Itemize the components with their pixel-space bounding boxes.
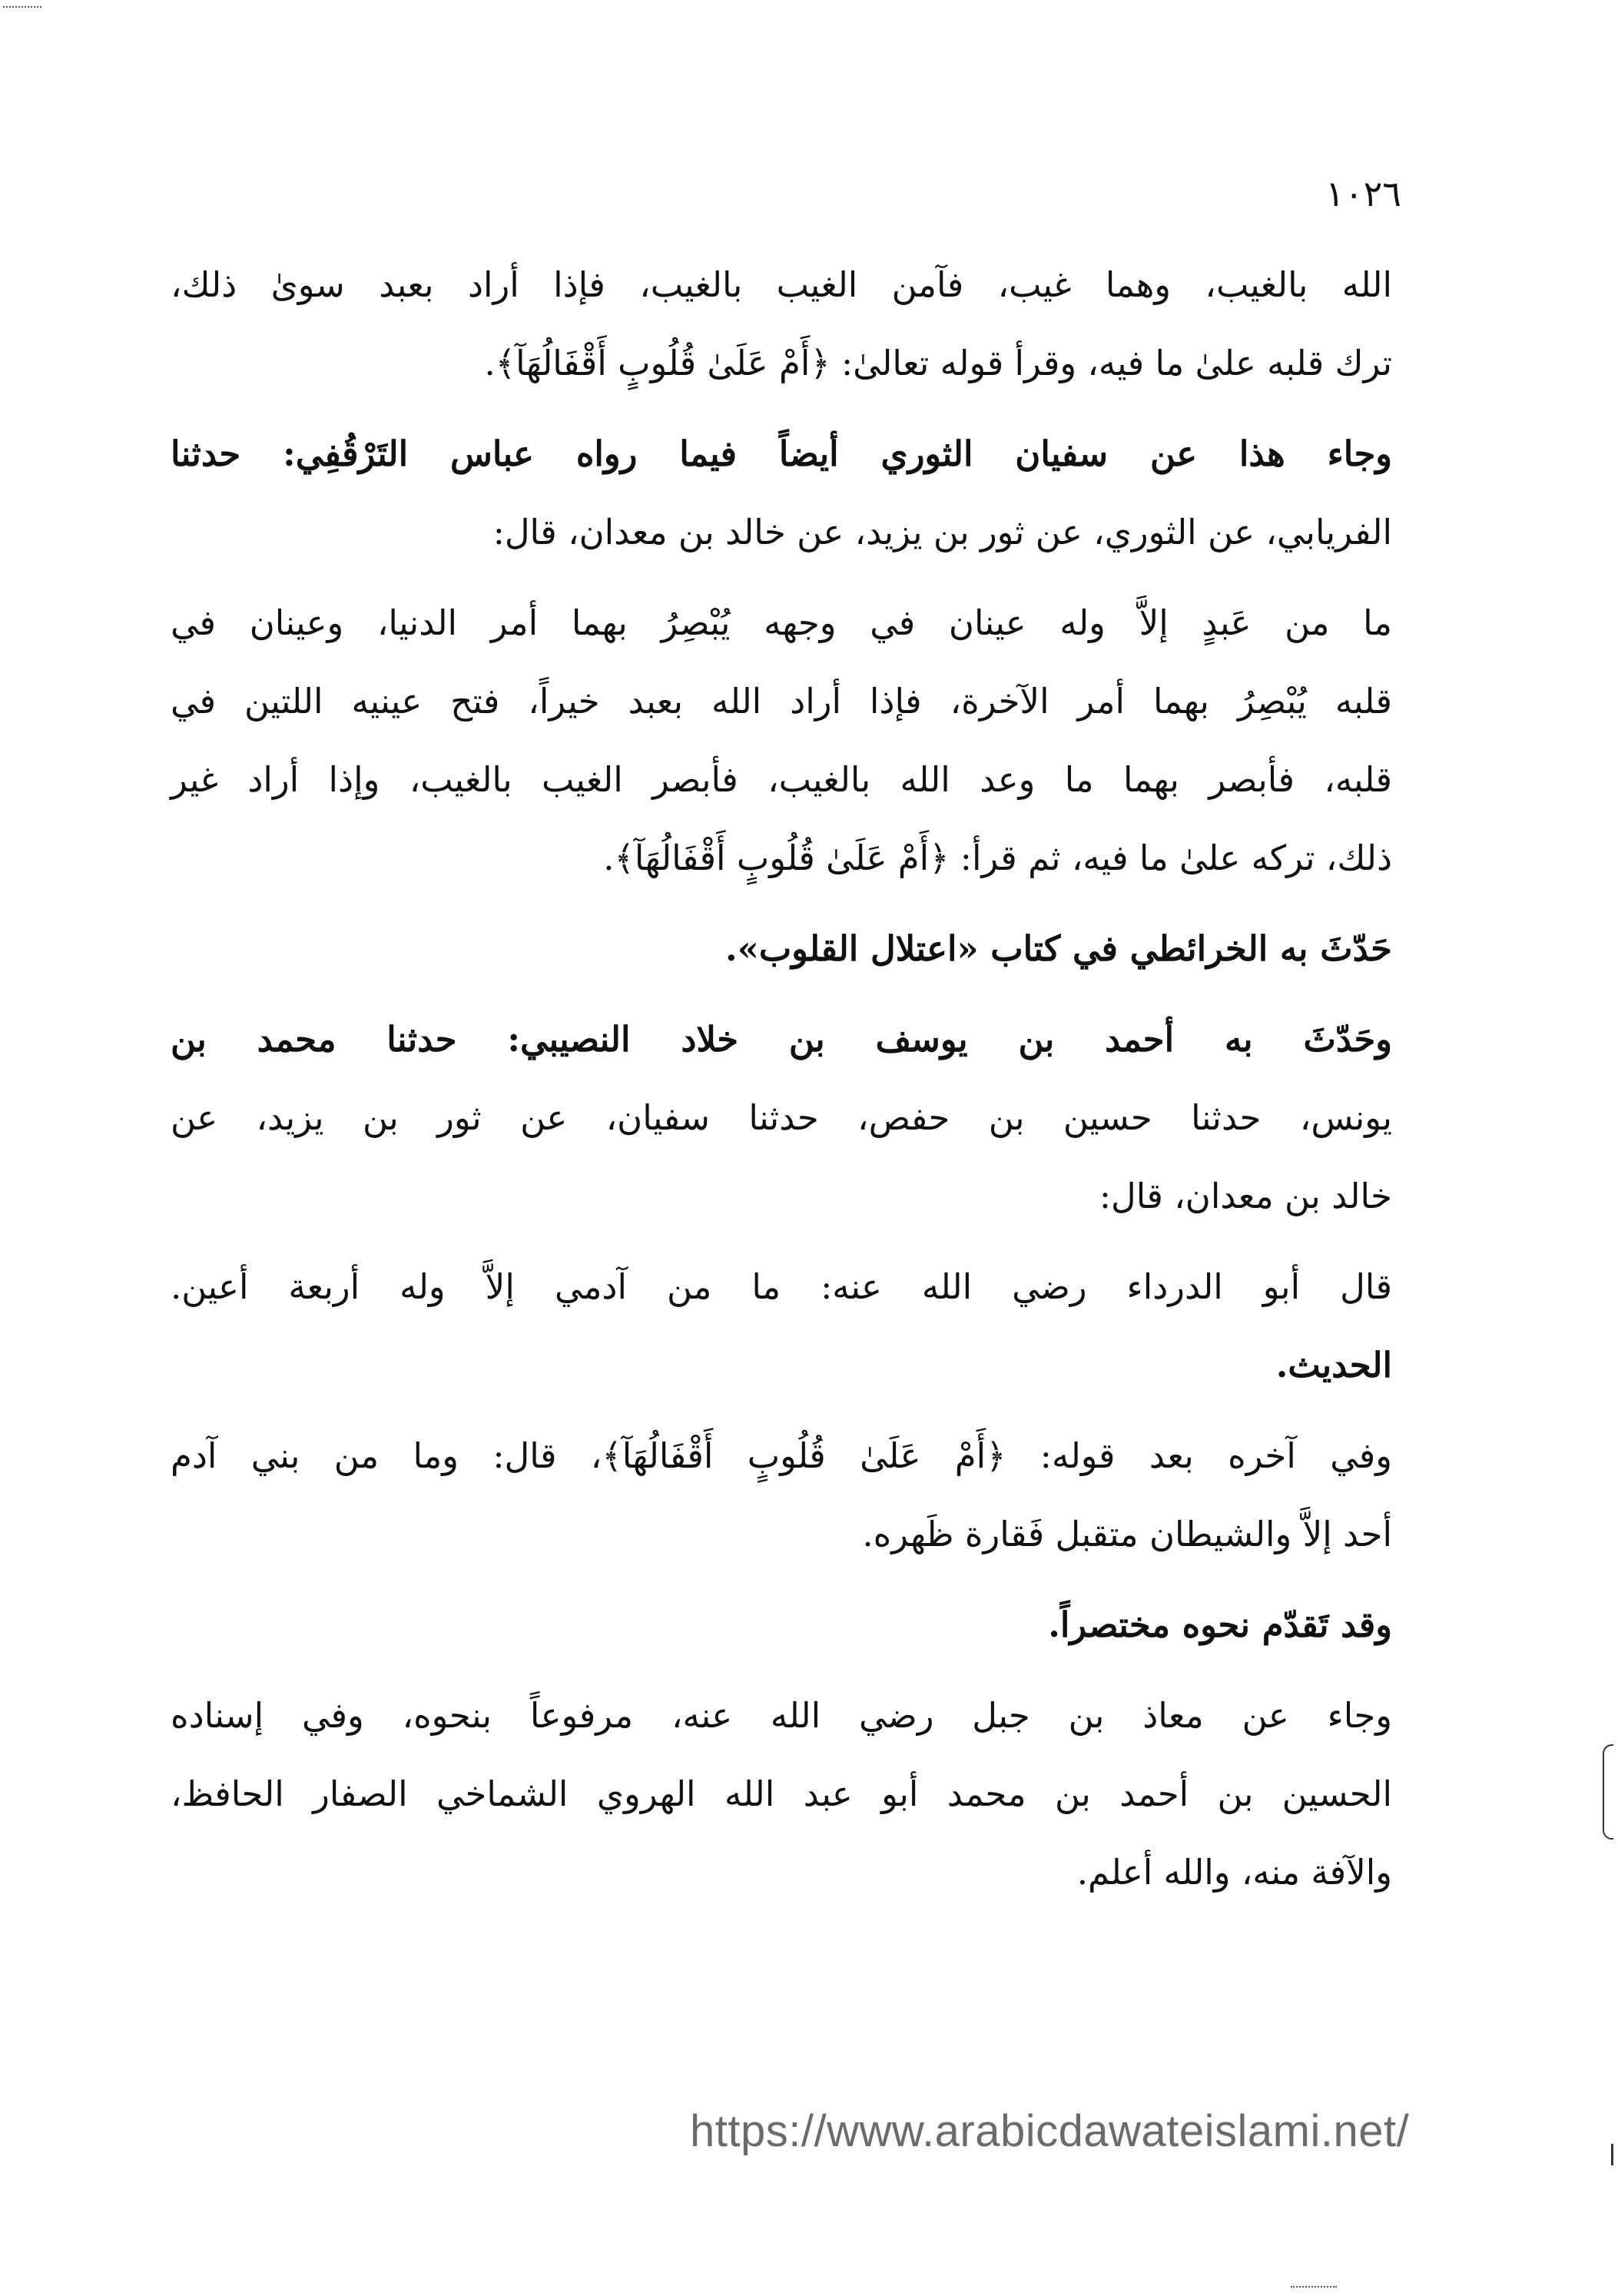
text-line: الحسين بن أحمد بن محمد أبو عبد الله الهروي الشماخي الصفار الحافظ، — [171, 1773, 1392, 1814]
paragraph-2 — [171, 415, 1392, 572]
text-line: الله بالغيب، وهما غيب، فآمن الغيب بالغيب، فإذا أراد بعبد سوىٰ ذلك، — [171, 264, 1392, 305]
text-line: قلبه يُبْصِرُ بهما أمر الآخرة، فإذا أراد الله بعبد خيراً، فتح عينيه اللتين في — [171, 681, 1392, 722]
paragraph-5 — [171, 1000, 1392, 1236]
paragraph-3 — [171, 584, 1392, 897]
page-number: ١٠٢٦ — [1325, 173, 1401, 214]
body-text — [171, 246, 1392, 1924]
text-line: الفريابي، عن الثوري، عن ثور بن يزيد، عن خالد بن معدان، قال: — [492, 512, 1392, 552]
scan-bottom-mark — [1291, 2286, 1337, 2291]
text-line: يونس، حدثنا حسين بن حفص، حدثنا سفيان، عن ثور بن يزيد، عن — [171, 1097, 1392, 1138]
text-line: ذلك، تركه علىٰ ما فيه، ثم قرأ: ﴿أَمْ عَلَىٰ قُلُوبٍ أَقْفَالُهَآ﴾. — [603, 838, 1392, 878]
text-line: ترك قلبه علىٰ ما فيه، وقرأ قوله تعالىٰ: ﴿أَمْ عَلَىٰ قُلُوبٍ أَقْفَالُهَآ﴾. — [484, 343, 1392, 383]
text-line: حَدّثَ به الخرائطي في كتاب «اعتلال القلوب». — [725, 928, 1392, 969]
text-line: أحد إلاَّ والشيطان متقبل فَقارة ظَهره. — [862, 1514, 1392, 1554]
text-line: قلبه، فأبصر بهما ما وعد الله بالغيب، فأبصر الغيب بالغيب، وإذا أراد غير — [171, 759, 1392, 800]
text-line: وقد تَقدّم نحوه مختصراً. — [1048, 1604, 1392, 1645]
text-line: وجاء عن معاذ بن جبل رضي الله عنه، مرفوعاً بنحوه، وفي إسناده — [171, 1695, 1392, 1736]
text-line: خالد بن معدان، قال: — [1099, 1176, 1392, 1216]
text-line: وحَدّثَ به أحمد بن يوسف بن خلاد النصيبي: حدثنا محمد بن — [171, 1019, 1392, 1060]
text-line: والآفة منه، والله أعلم. — [1076, 1852, 1392, 1893]
text-line: الحديث. — [1275, 1345, 1392, 1385]
paragraph-4 — [171, 910, 1392, 988]
paragraph-7 — [171, 1417, 1392, 1574]
paragraph-1 — [171, 246, 1392, 403]
watermark-url: https://www.arabicdawateislami.net/ — [690, 2106, 1410, 2156]
paragraph-9 — [171, 1677, 1392, 1912]
scan-edge-mark — [1603, 1744, 1613, 1840]
scan-corner-mark — [3, 6, 41, 11]
text-line: وفي آخره بعد قوله: ﴿أَمْ عَلَىٰ قُلُوبٍ أَقْفَالُهَآ﴾، قال: وما من بني آدم — [171, 1435, 1392, 1476]
text-line: ما من عَبدٍ إلاَّ وله عينان في وجهه يُبْصِرُ بهما أمر الدنيا، وعينان في — [171, 602, 1392, 643]
paragraph-8 — [171, 1586, 1392, 1664]
text-line: وجاء هذا عن سفيان الثوري أيضاً فيما رواه عباس التَرْقُفِي: حدثنا — [171, 433, 1392, 474]
text-line: قال أبو الدرداء رضي الله عنه: ما من آدمي إلاَّ وله أربعة أعين. — [171, 1266, 1392, 1307]
paragraph-6 — [171, 1248, 1392, 1405]
scan-edge-tick — [1611, 2144, 1613, 2165]
